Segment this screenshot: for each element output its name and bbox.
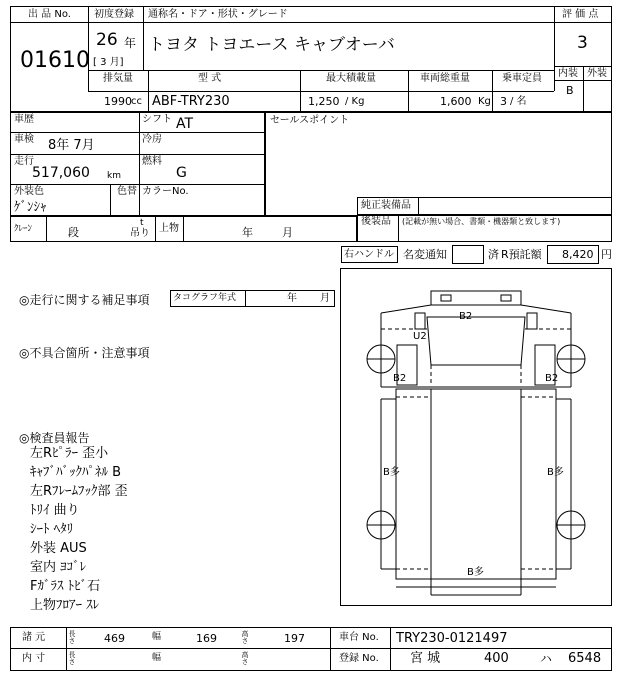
model-label: 型 式 bbox=[198, 73, 222, 84]
sales-point-label: セールスポイント bbox=[270, 115, 350, 126]
inspector-note: 外装 AUS bbox=[30, 541, 87, 556]
gross-weight-value: 1,600 bbox=[440, 95, 472, 108]
tachograph-month-unit: 月 bbox=[320, 293, 330, 304]
inner-height-label: 高さ bbox=[241, 651, 249, 665]
inner-length-label: 長さ bbox=[68, 651, 76, 665]
registration-year-unit: 年 bbox=[124, 36, 137, 50]
registration-year: 26 bbox=[96, 30, 118, 50]
body-label: 上物 bbox=[159, 223, 179, 234]
exterior-color-value: ｹﾞﾝｼｬ bbox=[14, 200, 47, 215]
aftermarket-note: (記載が無い場合、書類・機器類と致します) bbox=[402, 217, 561, 226]
max-load-unit: / Kg bbox=[345, 96, 365, 107]
inspector-note: Fｶﾞﾗｽ ﾄﾋﾞ石 bbox=[30, 579, 101, 594]
interior-grade: B bbox=[566, 84, 574, 97]
plate-number-label: 登録 No. bbox=[339, 653, 379, 664]
width-label: 幅 bbox=[152, 632, 162, 642]
grade-label: 評 価 点 bbox=[562, 9, 599, 20]
damage-mark-rear: B多 bbox=[467, 567, 484, 578]
body-month-unit: 月 bbox=[282, 226, 293, 239]
inspector-report-list bbox=[30, 444, 330, 615]
truck-outline-drawing bbox=[341, 269, 611, 605]
inspector-note: 上物ﾌﾛｱｰ ｽﾚ bbox=[30, 598, 100, 613]
shift-value: AT bbox=[176, 116, 194, 132]
capacity-value: 3 bbox=[500, 95, 507, 108]
recycle-unit: 円 bbox=[601, 248, 612, 261]
damage-mark-right-front: B2 bbox=[545, 373, 559, 384]
lot-number-label: 出 品 No. bbox=[28, 9, 71, 20]
max-load-value: 1,250 bbox=[308, 95, 340, 108]
genuine-equipment-label: 純正装備品 bbox=[361, 200, 411, 211]
fuel-value: G bbox=[176, 165, 187, 181]
car-name-label: 通称名・ドア・形状・グレード bbox=[148, 9, 288, 20]
inspector-note: ﾄﾘｲ 曲り bbox=[30, 503, 80, 518]
plate-number: 6548 bbox=[568, 651, 602, 666]
name-change-label: 名変通知 bbox=[403, 248, 447, 261]
first-registration-label: 初度登録 bbox=[94, 9, 134, 20]
gross-weight-label: 車両総重量 bbox=[420, 73, 470, 84]
aftermarket-label: 後装品 bbox=[361, 216, 391, 227]
name-change-box bbox=[452, 245, 484, 264]
inspection-label: 車検 bbox=[14, 134, 34, 145]
inspector-note: ｷｬﾌﾞﾊﾞｯｸﾊﾟﾈﾙ B bbox=[30, 465, 122, 480]
chassis-number-label: 車台 No. bbox=[339, 632, 379, 643]
length-label: 長さ bbox=[68, 630, 76, 644]
gross-weight-unit: Kg bbox=[478, 96, 491, 107]
inspector-report-title: ◎検査員報告 bbox=[19, 431, 90, 445]
exterior-color-label: 外装色 bbox=[14, 186, 44, 197]
crane-label: ｸﾚｰﾝ bbox=[14, 224, 33, 234]
plate-kana: ハ bbox=[540, 652, 553, 666]
color-code-label: カラーNo. bbox=[142, 186, 189, 197]
max-load-label: 最大積載量 bbox=[326, 73, 376, 84]
damage-mark-cab-top: B2 bbox=[459, 311, 473, 322]
displacement-label: 排気量 bbox=[103, 73, 133, 84]
color-change-label: 色替 bbox=[117, 186, 137, 197]
capacity-label: 乗車定員 bbox=[502, 73, 542, 84]
defects-title: ◎不具合箇所・注意事項 bbox=[19, 346, 150, 360]
crane-stage-unit: 段 bbox=[68, 226, 79, 239]
driving-remarks-title: ◎走行に関する補足事項 bbox=[19, 293, 150, 307]
plate-class: 400 bbox=[484, 651, 509, 666]
inspector-note: 左Rﾌﾚｰﾑﾌｯｸ部 歪 bbox=[30, 484, 128, 499]
inner-dimensions-label: 内 寸 bbox=[22, 653, 46, 664]
plate-region: 宮 城 bbox=[410, 651, 441, 666]
mileage-value: 517,060 bbox=[32, 165, 90, 181]
model-code: ABF-TRY230 bbox=[152, 94, 230, 109]
mileage-unit: km bbox=[107, 171, 121, 181]
recycle-amount: 8,420 bbox=[562, 248, 594, 261]
fuel-label: 燃料 bbox=[142, 156, 162, 167]
interior-grade-label: 内装 bbox=[558, 68, 578, 79]
damage-mark-left-front: B2 bbox=[393, 373, 407, 384]
damage-mark-cab-left: U2 bbox=[413, 331, 427, 342]
inner-width-label: 幅 bbox=[152, 653, 162, 663]
footer-frame bbox=[10, 627, 612, 671]
lot-number: 01610 bbox=[20, 48, 90, 73]
shift-label: シフト bbox=[142, 114, 172, 125]
right-hand-drive: 右ハンドル bbox=[344, 249, 394, 260]
history-label: 車歴 bbox=[14, 114, 34, 125]
dimensions-label: 諸 元 bbox=[22, 632, 46, 643]
height-label: 高さ bbox=[241, 630, 249, 644]
inspector-note: 左Rﾋﾟﾗｰ 歪小 bbox=[30, 446, 109, 461]
tachograph-label: タコグラフ年式 bbox=[173, 293, 237, 303]
inspector-note: ｼｰﾄ ﾍﾀﾘ bbox=[30, 522, 74, 537]
displacement-unit: cc bbox=[131, 96, 142, 107]
damage-mark-right-bed: B多 bbox=[547, 467, 564, 478]
chassis-number: TRY230-0121497 bbox=[396, 631, 508, 646]
car-name: トヨタ トヨエース キャブオーバ bbox=[148, 35, 395, 55]
ac-label: 冷房 bbox=[142, 134, 162, 145]
vehicle-details-frame bbox=[10, 112, 265, 216]
width-value: 169 bbox=[196, 632, 217, 645]
damage-mark-left-bed: B多 bbox=[383, 467, 400, 478]
crane-ton-unit: t bbox=[140, 218, 144, 228]
capacity-unit: / 名 bbox=[510, 96, 527, 107]
exterior-grade-label: 外装 bbox=[587, 68, 607, 79]
inspector-note: 室内 ﾖｺﾞﾚ bbox=[30, 560, 87, 575]
inspection-value: 8年 7月 bbox=[48, 138, 95, 153]
height-value: 197 bbox=[284, 632, 305, 645]
recycle-deposit-label: R預託額 bbox=[501, 248, 542, 261]
damage-diagram bbox=[340, 268, 612, 606]
overall-grade: 3 bbox=[577, 33, 588, 53]
displacement-value: 1990 bbox=[104, 95, 132, 108]
registration-month: [ 3 月] bbox=[93, 57, 124, 68]
recycle-done-mark: 済 bbox=[488, 248, 499, 261]
body-year-unit: 年 bbox=[242, 226, 253, 239]
mileage-label: 走行 bbox=[14, 156, 34, 167]
tachograph-year-unit: 年 bbox=[287, 293, 297, 304]
crane-hook-unit: 吊り bbox=[130, 228, 150, 239]
length-value: 469 bbox=[104, 632, 125, 645]
